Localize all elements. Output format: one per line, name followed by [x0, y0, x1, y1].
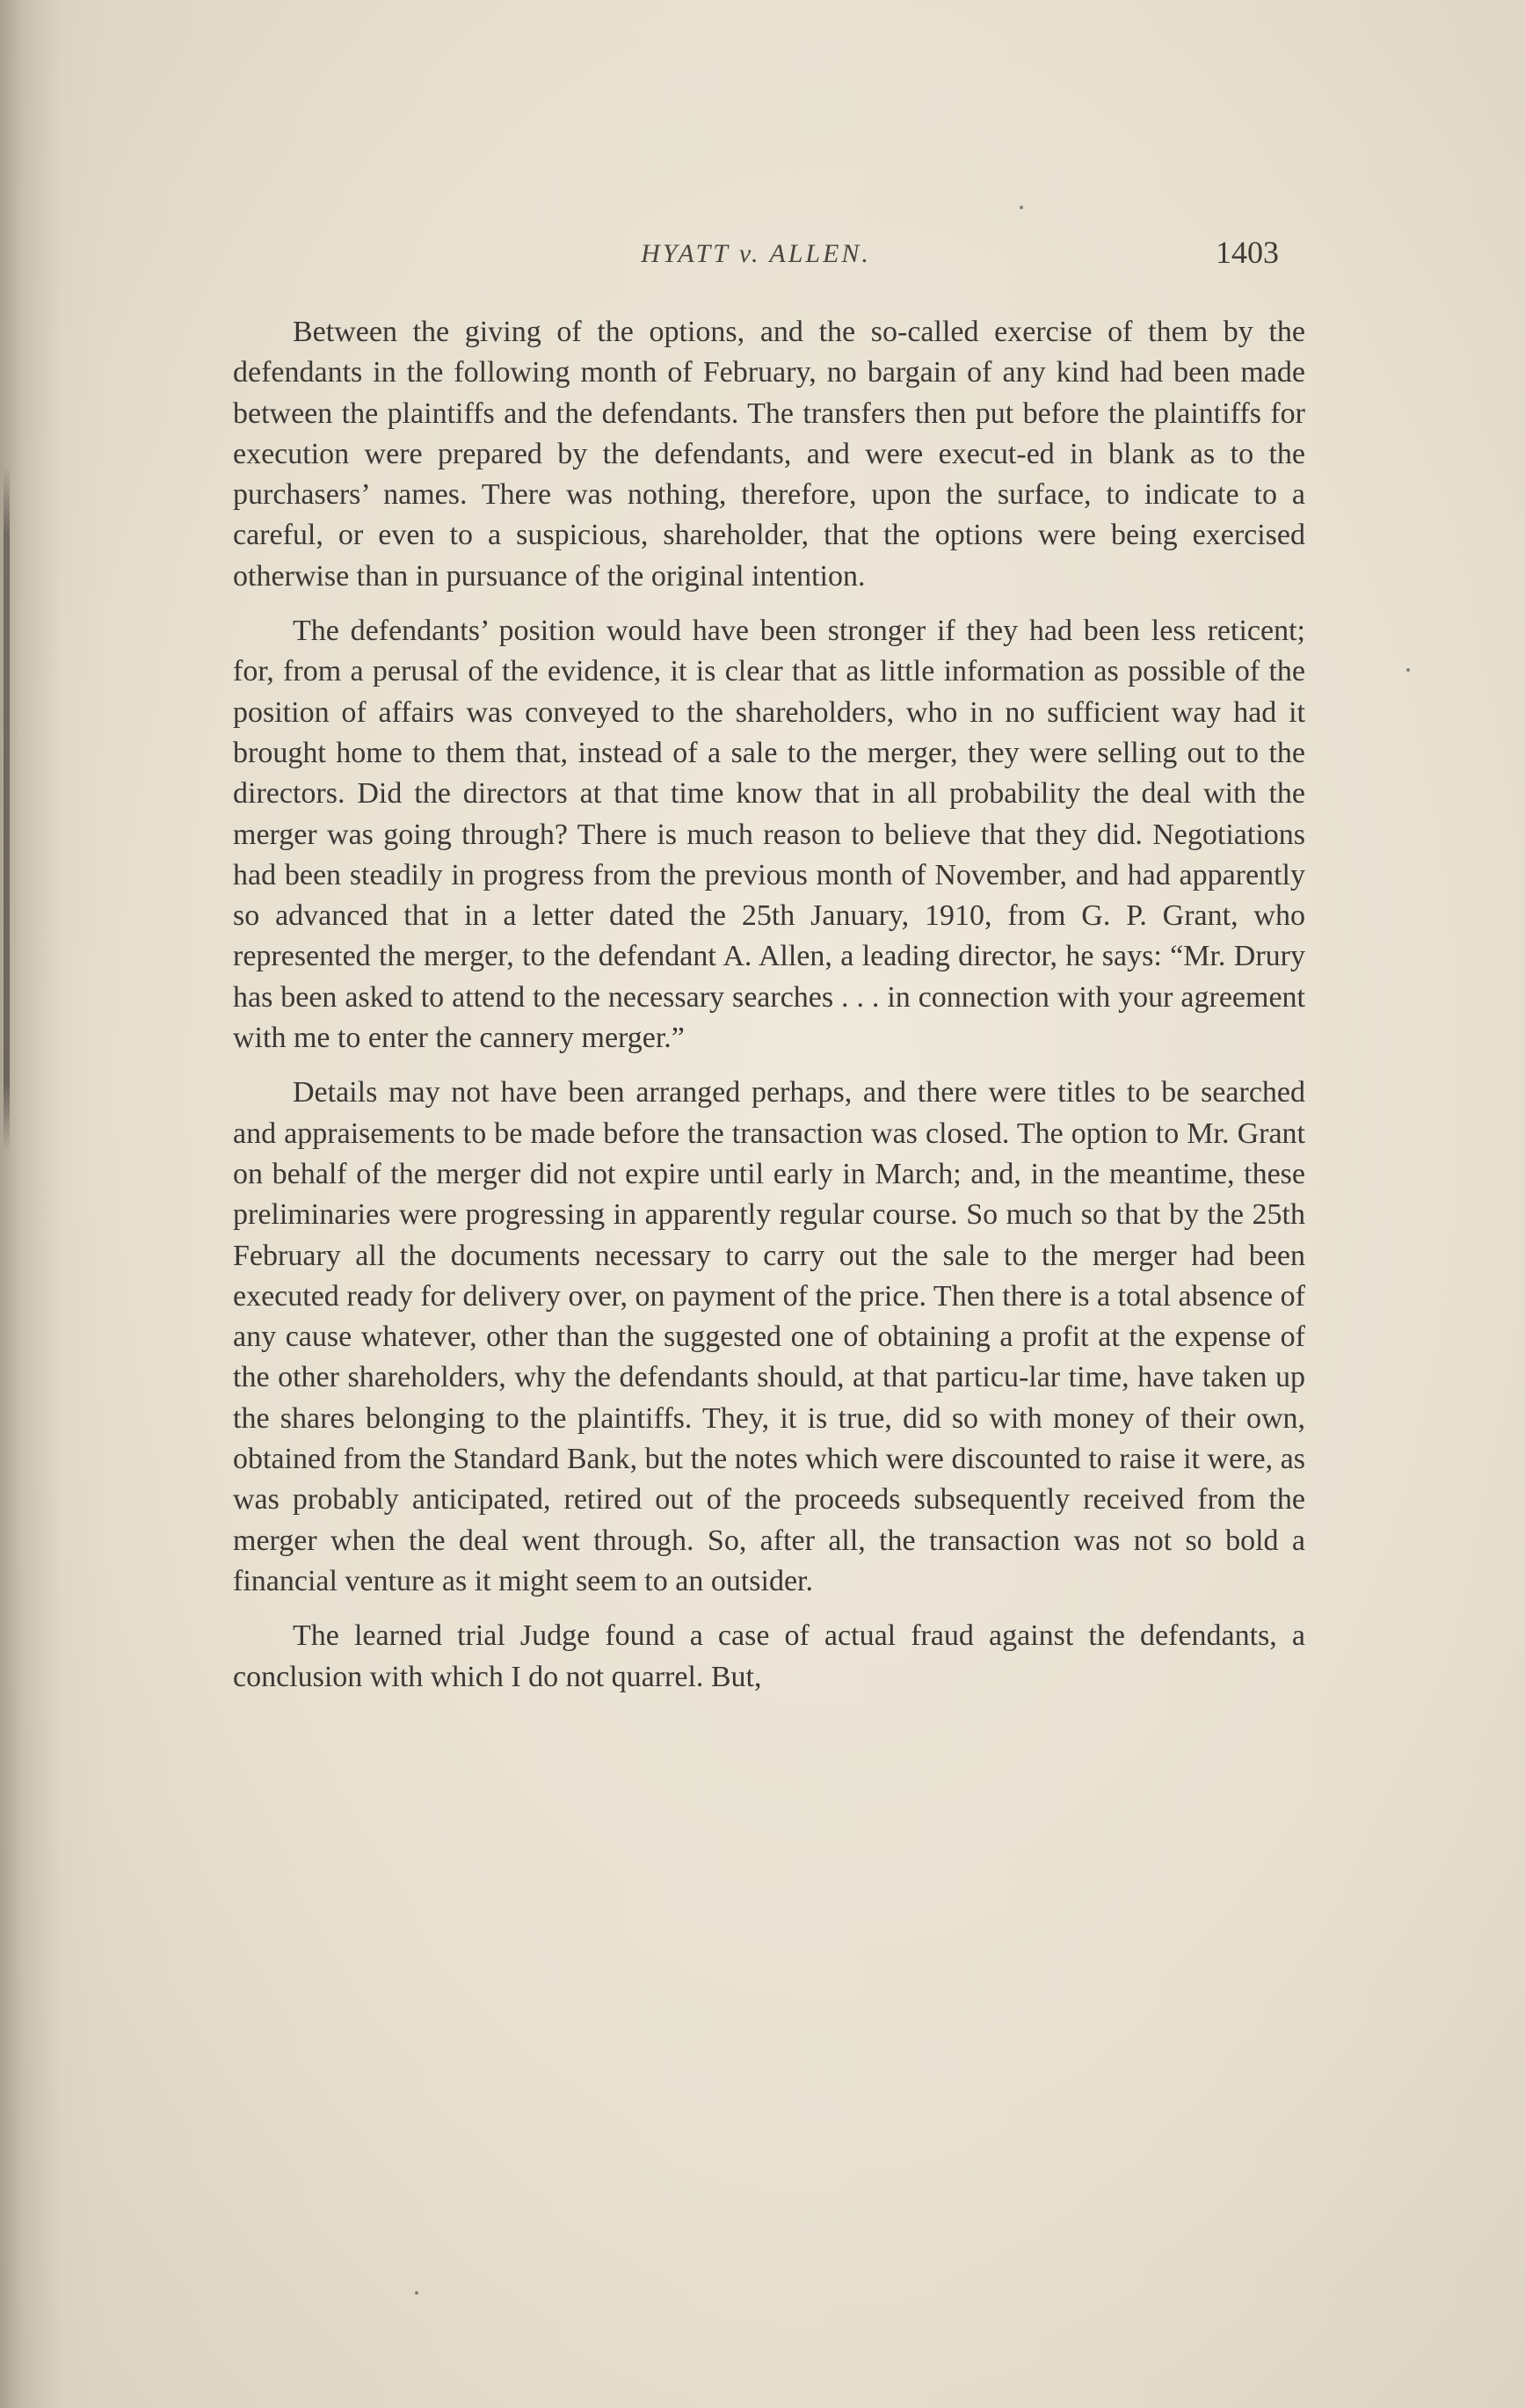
page-number: 1403 — [1216, 235, 1279, 270]
binding-mark — [4, 466, 10, 1152]
paragraph-2: The defendants’ position would have been stronger if they had been less reticent; for, from a perusal of the evidence, it is clear that as little information as possible of the position of affairs was conveyed to the shareholders, who in no sufficient way had it brought home to them that, instead of a sale to the merger, they were selling out to the directors. Did the directors at that time know that in all probability the deal with the merger was going through? There is much reason to believe that they did. Negotiations had been steadily in progress from the previous month of November, and had apparently so advanced that in a letter dated the 25th January, 1910, from G. P. Grant, who represented the merger, to the defendant A. Allen, a leading director, he says: “Mr. Drury has been asked to attend to the necessary searches . . . in connection with your agreement with me to enter the cannery merger.” — [233, 615, 1305, 1055]
paper-speck — [1020, 206, 1023, 209]
paragraph-1: Between the giving of the options, and the so-called exercise of them by the defendants in the following month of February, no bargain of any kind had been made between the plaintiffs and the defendants. The transfers then put before the plaintiffs for execution were prepared by the defendants, and were execut-ed in blank as to the purchasers’ names. There was nothing, therefore, upon the surface, to indicate to a careful, or even to a suspicious, shareholder, that the options were being exercised otherwise than in pursuance of the original intention. — [233, 316, 1305, 593]
body-text — [233, 312, 1305, 1712]
spine-shadow — [0, 0, 62, 2408]
paragraph-4: The learned trial Judge found a case of actual fraud against the defendants, a conclusion with which I do not quarrel. But, — [233, 1619, 1305, 1693]
page-header — [233, 235, 1279, 292]
running-title: HYATT v. ALLEN. — [641, 239, 871, 268]
paper-speck — [1406, 668, 1410, 672]
paper-speck — [415, 2291, 418, 2295]
paragraph-3: Details may not have been arranged perhaps, and there were titles to be searched and appraisements to be made before the transaction was closed. The option to Mr. Grant on behalf of the merger did not expire until early in March; and, in the meantime, these preliminaries were progressing in apparently regular course. So much so that by the 25th February all the documents necessary to carry out the sale to the merger had been executed ready for delivery over, on payment of the price. Then there is a total absence of any cause whatever, other than the suggested one of obtaining a profit at the expense of the other shareholders, why the defendants should, at that particu-lar time, have taken up the shares belonging to the plaintiffs. They, it is true, did so with money of their own, obtained from the Standard Bank, but the notes which were discounted to raise it were, as was probably anticipated, retired out of the proceeds subsequently received from the merger when the deal went through. So, after all, the transaction was not so bold a financial venture as it might seem to an outsider. — [233, 1076, 1305, 1597]
